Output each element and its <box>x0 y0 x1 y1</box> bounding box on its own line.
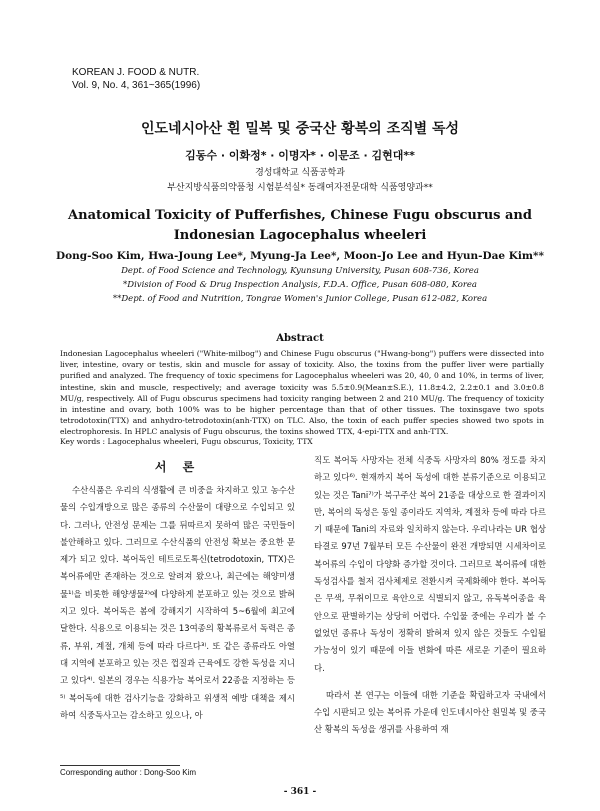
page-number: - 361 - <box>283 787 317 797</box>
paragraph: 수산식품은 우리의 식생활에 큰 비중을 차지하고 있고 농수산물의 수입개방으로 많은 종류의 수산물이 대량으로 수입되고 있다. 그러나, 안전성 문제는 그를 뒤따르지 못하여 많은 국민들이 불안해하고 있다. 그러므로 수산식품의 안전성 확보는 중요한 문제가 되고 있다. 복어독인 테트로도톡신(tetrodotoxin, TTX)은 복어류에만 존재하는 것으로 알려져 왔으나, 최근에는 해양미생물¹⁾을 비롯한 해양생물²⁾에 다양하게 분포하고 있는 것으로 밝혀지고 있다. 복어독은 봄에 강해지기 시작하여 5~6월에 최고에 달한다. 식용으로 이용되는 것은 13여종의 황복류로서 독력은 종류, 부위, 계절, 개체 등에 따라 다르다³⁾. 또 같은 종류라도 아열대 지역에 분포하고 있는 것은 껍질과 근육에도 강한 독성을 지니고 있다⁴⁾. 일본의 경우는 식용가능 복어로서 22종을 지정하는 등⁵⁾ 복어독에 대한 검사기능을 강화하고 위생적 예방 대책을 제시하여 식중독사고는 감소하고 있으나, 아 <box>60 485 295 720</box>
english-authors: Dong-Soo Kim, Hwa-Joung Lee*, Myung-Ja Lee*, Moon-Jo Lee and Hyun-Dae Kim** <box>56 250 544 262</box>
english-title <box>0 206 600 246</box>
paragraph: 따라서 본 연구는 이들에 대한 기준을 확립하고자 국내에서 수입 시판되고 있는 복어류 가운데 인도네시아산 흰밀복 및 중국산 황복의 독성을 생귀를 사용하여 재 <box>314 689 546 735</box>
abstract-heading: Abstract <box>276 333 324 344</box>
body-column-left <box>60 482 295 724</box>
english-affiliation-1: Dept. of Food Science and Technology, Kyunsung University, Pusan 608-736, Korea <box>121 266 479 276</box>
footnote-rule <box>60 765 180 766</box>
section-title: 서 론 <box>154 460 201 474</box>
korean-affiliation-2: 부산지방식품의약품청 시험분석실* 동래여자전문대학 식품영양과** <box>167 183 433 193</box>
body-column-right <box>314 452 546 739</box>
english-title-line-2: Indonesian Lagocephalus wheeleri <box>173 228 427 243</box>
keywords: Key words : Lagocephalus wheeleri, Fugu obscurus, Toxicity, TTX <box>60 437 313 446</box>
english-affiliation-3: **Dept. of Food and Nutrition, Tongrae Women's Junior College, Pusan 612-082, Korea <box>112 294 488 304</box>
journal-citation <box>72 66 200 92</box>
paragraph: 직도 복어독 사망자는 전체 식중독 사망자의 80% 정도를 차지하고 있다⁶⁾. 현재까지 복어 독성에 대한 분류기준으로 이용되고 있는 것은 Tani⁷⁾가 북구주산 복어 21종을 대상으로 한 결과이지만, 복어의 독성은 동일 종이라도 지역차, 계절차 등에 따라 다르기 때문에 Tani의 자료와 일치하지 않는다. 우리나라는 UR 협상타결로 97년 7월부터 모든 수산물이 완전 개방되면 시세차이로 복어류의 수입이 다양화 증가할 것이다. 그러므로 복어류에 대한 독성검사를 철저 검사체제로 전환시켜 국제화해야 한다. 복어독은 무색, 무취이므로 육안으로 식별되지 않고, 유독복어종을 육안으로 판별하기는 상당히 어렵다. 수입물 중에는 우리가 볼 수 없었던 종류나 독성이 정확히 밝혀져 있지 않은 것들도 수입될 가능성이 있기 때문에 이들 변화에 따른 새로운 기준이 필요하다. <box>314 455 546 673</box>
journal-volume: Vol. 9, No. 4, 361~365(1996) <box>72 80 201 91</box>
abstract-text: Indonesian Lagocephalus wheeleri ("White-milbog") and Chinese Fugu obscurus ("Hwang-bong") puffers were dissected into liver, intestine, ovary or testis, skin and muscle for assay of toxicity. Also, the toxins from the puffer liver were partially purified and analyzed. The frequency of toxic specimens for Lagocephalus wheeleri was 20, 40, 0 and 10%, in terms of liver, intestine, skin and muscle, respectively; and average toxicity was 5.5±0.9(Mean±S.E.), 11.8±4.2, 2.2±0.1 and 3.0±0.8 MU/g, respectively. All of Fugu obscurus specimens had toxicity ranging between 2 and 210 MU/g. The frequency of toxicity in intestine and ovary, both 100% was to be higher percentage than that of other tissues. The toxinsgave two spots tetrodotoxin(TTX) and anhydro-tetrodotoxin(anh-TTX) on TLC. Also, the toxin of each puffer species showed two spots in electrophoresis. In HPLC analysis of Fugu obscurus, the toxins showed TTX, 4-epi-TTX and anh-TTX. <box>60 349 544 437</box>
journal-name: KOREAN J. FOOD & NUTR. <box>72 67 200 78</box>
english-title-line-1: Anatomical Toxicity of Pufferfishes, Chinese Fugu obscurus and <box>68 208 532 223</box>
korean-affiliation-1: 경성대학교 식품공학과 <box>255 168 345 178</box>
corresponding-author: Corresponding author : Dong-Soo Kim <box>60 768 197 777</box>
korean-title: 인도네시아산 흰 밀복 및 중국산 황복의 조직별 독성 <box>140 121 460 137</box>
korean-authors: 김동수 · 이화정* · 이명자* · 이문조 · 김현대** <box>185 149 415 162</box>
english-affiliation-2: *Division of Food & Drug Inspection Analysis, F.D.A. Office, Pusan 608-080, Korea <box>123 280 477 290</box>
